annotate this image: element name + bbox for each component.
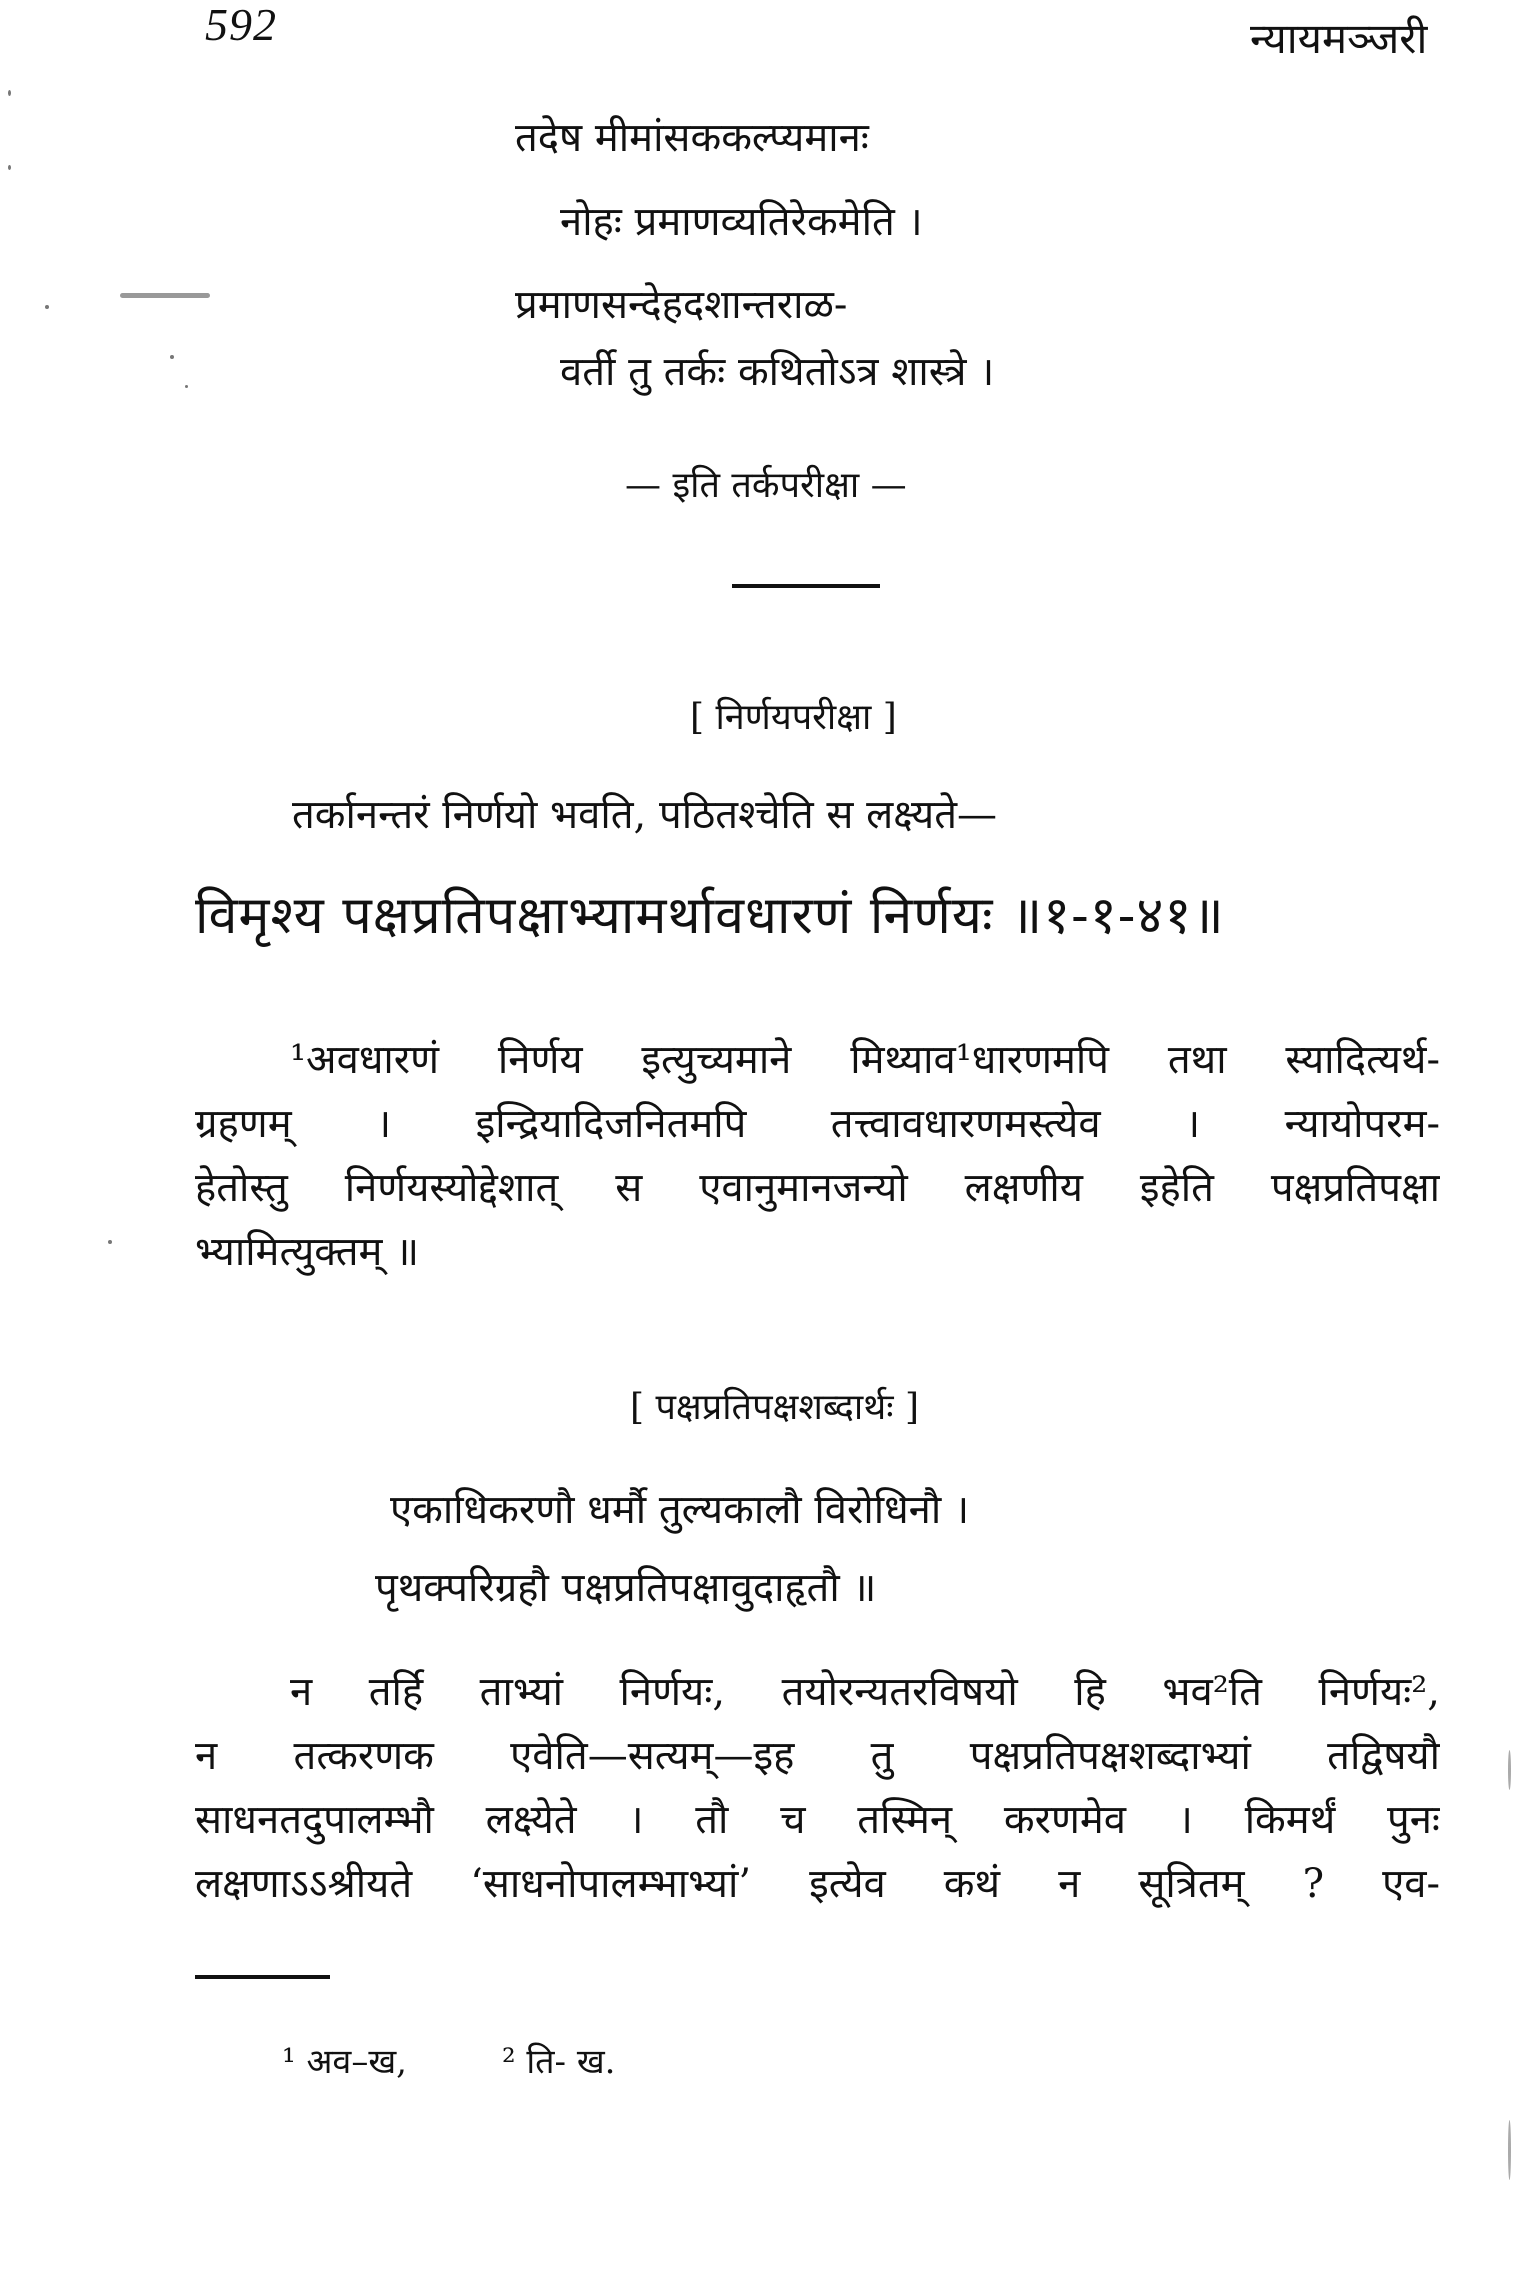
intro-line: तर्कानन्तरं निर्णयो भवति, पठितश्चेति स लक्ष्यते—: [292, 792, 998, 838]
para1-line-4: भ्यामित्युक्तम् ॥: [195, 1229, 420, 1275]
scan-speck: [170, 355, 174, 359]
para2-line-4: लक्षणाऽऽश्रीयते ‘साधनोपालम्भाभ्यां’ इत्येव कथं न सूत्रितम् ? एव-: [195, 1861, 1440, 1907]
verse1-line-3: प्रमाणसन्देहदशान्तराळ-: [515, 282, 848, 328]
para1-line-3: हेतोस्तु निर्णयस्योद्देशात् स एवानुमानजन्यो लक्षणीय इहेति पक्षप्रतिपक्षा: [195, 1165, 1440, 1211]
section-heading-paksha: [ पक्षप्रतिपक्षशब्दार्थः ]: [630, 1387, 920, 1428]
verse1-line-4: वर्ती तु तर्कः कथितोऽत्र शास्त्रे ।: [560, 349, 995, 395]
para2-line-2: न तत्करणक एवेति—सत्यम्—इह तु पक्षप्रतिपक्षशब्दाभ्यां तद्विषयौ: [195, 1733, 1440, 1779]
commentary-paragraph-2: [195, 1660, 1440, 1916]
para1-line-2: ग्रहणम् । इन्द्रियादिजनितमपि तत्त्वावधारणमस्त्येव । न्यायोपरम-: [195, 1101, 1440, 1147]
page-number: 592: [205, 0, 277, 50]
sutra-line: विमृश्य पक्षप्रतिपक्षाभ्यामर्थावधारणं निर्णयः ॥१-१-४१॥: [195, 886, 1225, 946]
verse1-line-2: नोहः प्रमाणव्यतिरेकमेति ।: [560, 199, 923, 245]
scan-speck: [45, 305, 49, 309]
section-heading-nirnaya: [ निर्णयपरीक्षा ]: [690, 697, 897, 738]
scan-speck: [108, 1240, 112, 1244]
commentary-paragraph-1: [195, 1028, 1440, 1284]
scan-smudge: [120, 293, 210, 298]
scan-edge-mark: [1508, 2120, 1511, 2180]
para2-line-1: न तर्हि ताभ्यां निर्णयः, तयोरन्यतरविषयो हि भव²ति निर्णयः²,: [290, 1669, 1440, 1715]
verse2-line-1: एकाधिकरणौ धर्मौ तुल्यकालौ विरोधिनौ ।: [390, 1487, 970, 1533]
section-divider: [732, 584, 880, 588]
para1-line-1: ¹अवधारणं निर्णय इत्युच्यमाने मिथ्याव¹धारणमपि तथा स्यादित्यर्थ-: [290, 1037, 1440, 1083]
section-end-marker: — इति तर्कपरीक्षा —: [625, 465, 907, 506]
scan-speck: [8, 90, 11, 96]
footnote-1: ¹ अव–ख,: [282, 2042, 407, 2082]
footnote-rule: [195, 1975, 330, 1979]
scan-speck: [185, 385, 188, 388]
footnote-2: ² ति- ख.: [501, 2042, 616, 2082]
running-title: न्यायमञ्जरी: [1250, 14, 1428, 63]
para2-line-3: साधनतदुपालम्भौ लक्ष्येते । तौ च तस्मिन् करणमेव । किमर्थं पुनः: [195, 1797, 1440, 1843]
verse2-line-2: पृथक्परिग्रहौ पक्षप्रतिपक्षावुदाहृतौ ॥: [375, 1565, 877, 1611]
footnotes: [282, 2042, 616, 2082]
scan-speck: [8, 165, 11, 170]
scan-edge-mark: [1508, 1750, 1511, 1790]
verse1-line-1: तदेष मीमांसककल्प्यमानः: [515, 115, 869, 161]
